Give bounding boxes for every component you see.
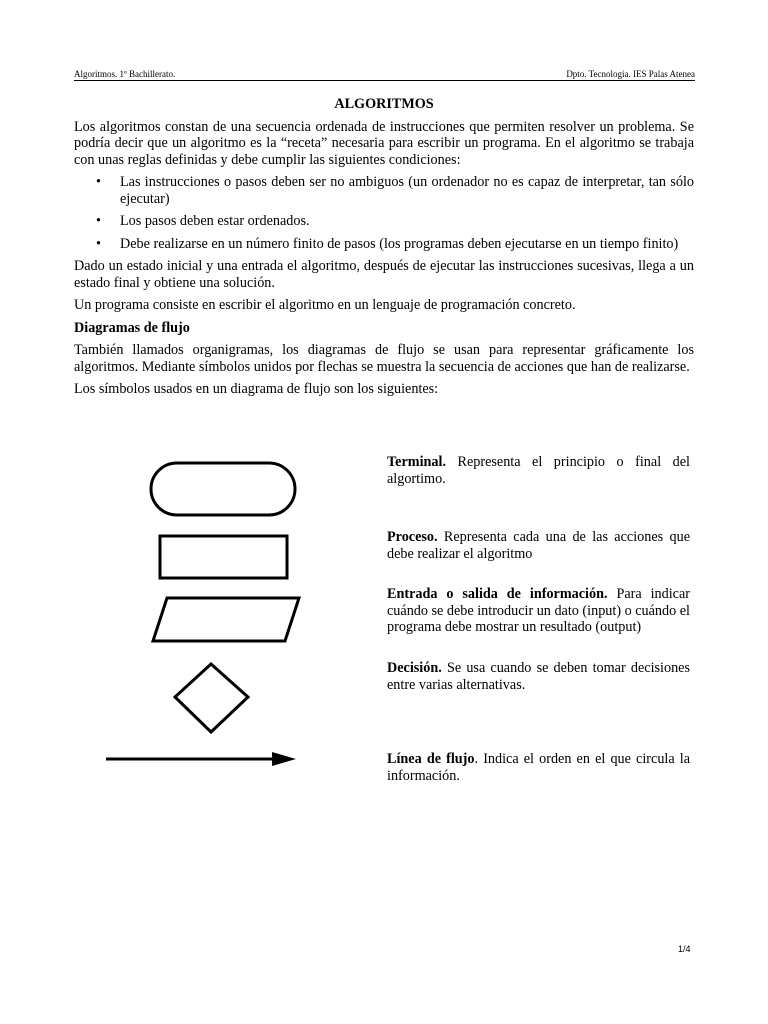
symbol-name: Línea de flujo xyxy=(387,751,475,767)
symbol-text: Representa el principio o final del algortimo. xyxy=(387,454,690,487)
symbol-name: Entrada o salida de información. xyxy=(387,586,608,602)
bullet-icon: • xyxy=(96,174,101,190)
bullet-icon: • xyxy=(96,213,101,229)
document-body xyxy=(74,96,694,404)
page-number: 1/4 xyxy=(678,944,691,954)
terminal-symbol-icon xyxy=(151,463,295,515)
paragraph-symbols-intro: Los símbolos usados en un diagrama de flujo son los siguientes: xyxy=(74,381,439,397)
paragraph-flowcharts: También llamados organigramas, los diagramas de flujo se usan para representar gráficamente los algoritmos. Mediante símbolos unidos por flechas se muestra la secuencia de acciones que han de realizarse. xyxy=(74,342,694,375)
symbol-text: Representa cada una de las acciones que debe realizar el algoritmo xyxy=(387,529,690,562)
section-heading: Diagramas de flujo xyxy=(74,319,190,336)
input-output-description xyxy=(387,586,690,636)
process-description xyxy=(387,529,690,562)
list-item xyxy=(74,213,694,230)
list-item-text: Las instrucciones o pasos deben ser no ambiguos (un ordenador no es capaz de interpretar, tan sólo ejecutar) xyxy=(120,174,694,207)
process-symbol-icon xyxy=(160,536,287,578)
symbol-name: Terminal. xyxy=(387,454,446,470)
symbol-name: Proceso. xyxy=(387,529,438,545)
symbols-graphic xyxy=(74,452,334,782)
intro-paragraph: Los algoritmos constan de una secuencia ordenada de instrucciones que permiten resolver un problema. Se podría decir que un algoritmo es la “receta” necesaria para escribir un programa. En el algoritmo se trabaja con unas reglas definidas y debe cumplir las siguientes condiciones: xyxy=(74,118,694,168)
conditions-list xyxy=(74,174,694,252)
decision-description xyxy=(387,660,690,693)
bullet-icon: • xyxy=(96,235,101,252)
paragraph-state: Dado un estado inicial y una entrada el algoritmo, después de ejecutar las instrucciones sucesivas, llega a un estado final y obtiene una solución. xyxy=(74,258,694,291)
decision-symbol-icon xyxy=(175,664,248,732)
list-item xyxy=(74,236,694,253)
header-right: Dpto. Tecnología. IES Palas Atenea xyxy=(566,69,695,79)
header-left: Algoritmos. 1º Bachillerato. xyxy=(74,69,176,79)
symbol-text: Se usa cuando se deben tomar decisiones entre varias alternativas. xyxy=(387,660,690,693)
terminal-description xyxy=(387,454,690,487)
symbol-name: Decisión. xyxy=(387,660,442,676)
page-header xyxy=(74,68,695,81)
flow-line-arrow-icon xyxy=(106,752,296,766)
list-item-text: Debe realizarse en un número finito de pasos (los programas deben ejecutarse en un tiempo finito) xyxy=(120,235,679,252)
symbol-text: Para indicar cuándo se debe introducir un dato (input) o cuándo el programa debe mostrar un resultado (output) xyxy=(387,586,690,635)
input-output-symbol-icon xyxy=(153,598,299,641)
list-item-text: Los pasos deben estar ordenados. xyxy=(120,213,310,229)
symbols-section xyxy=(74,452,694,792)
paragraph-program: Un programa consiste en escribir el algoritmo en un lenguaje de programación concreto. xyxy=(74,297,576,313)
list-item xyxy=(74,174,694,207)
symbol-text: . Indica el orden en el que circula la información. xyxy=(387,751,691,784)
page-title: ALGORITMOS xyxy=(334,96,434,112)
flow-line-description xyxy=(387,751,690,784)
